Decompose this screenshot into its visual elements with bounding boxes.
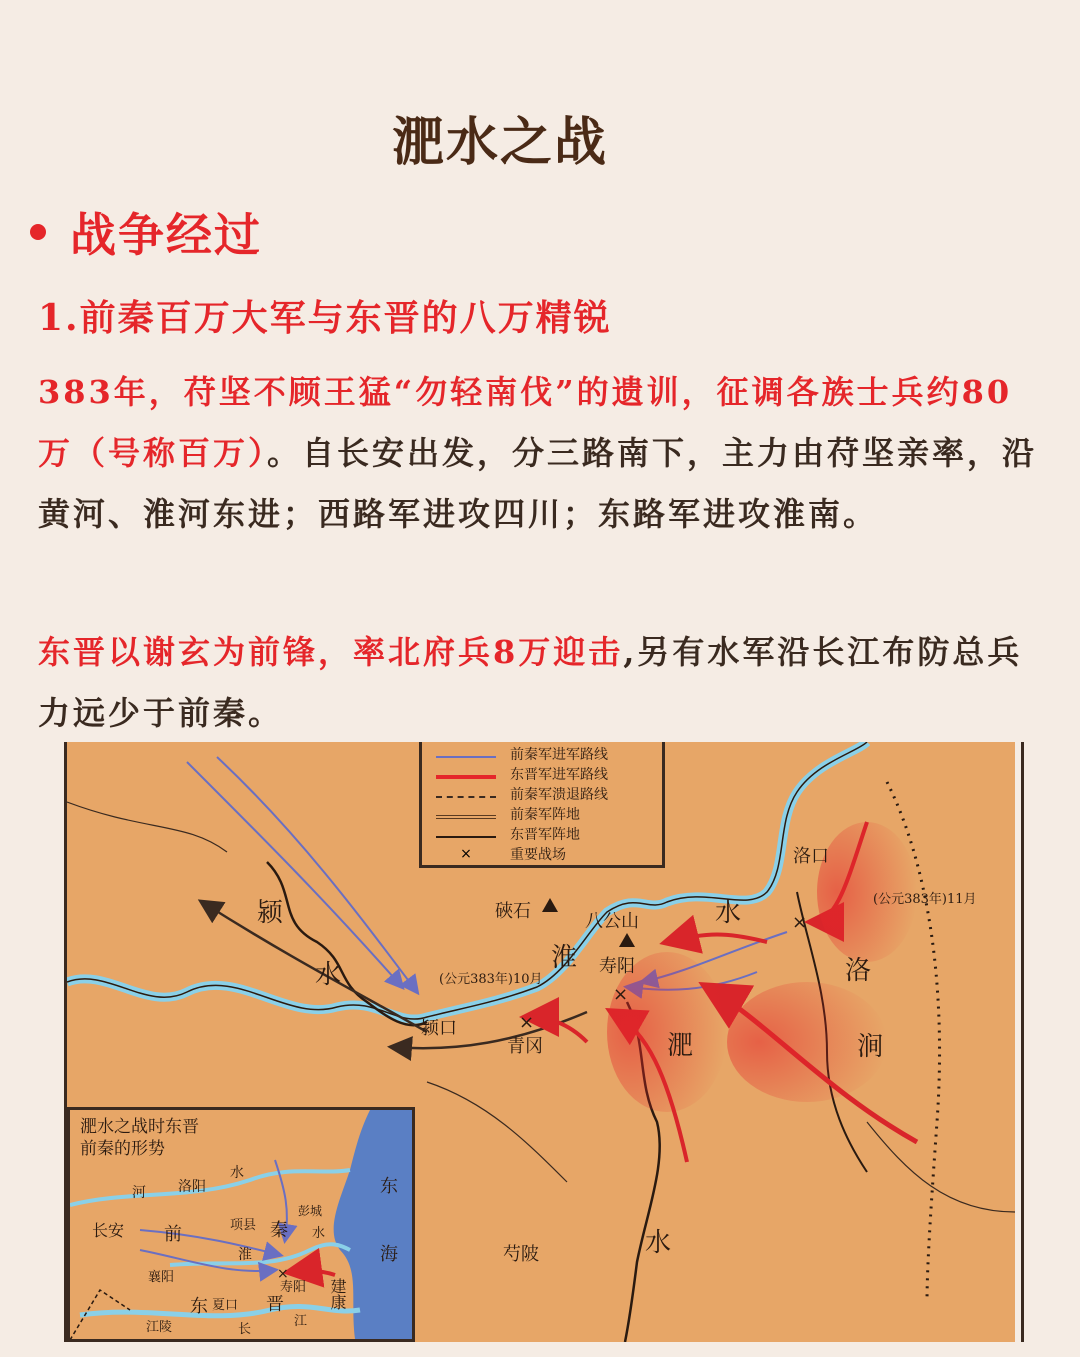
legend-jin-position-icon	[436, 830, 496, 838]
inset-label-xiangxian: 项县	[230, 1218, 257, 1233]
map-label-yingkou: 颍口	[421, 1018, 457, 1039]
map-label-ying-shui: 水	[315, 960, 342, 990]
inset-label-changan: 长安	[92, 1221, 125, 1240]
inset-label-pengcheng: 彭城	[298, 1204, 323, 1218]
legend-retreat-icon	[436, 790, 496, 798]
subheading: 1.前秦百万大军与东晋的八万精锐	[38, 297, 612, 339]
map-label-bagongshan: 八公山	[585, 911, 639, 932]
paragraph-1-highlight: 383年，苻坚不顾王猛“勿轻南伐”的遗训，征调各族士兵约80万（号称百万）	[38, 373, 1013, 472]
legend-item-3: 前秦军溃退路线	[436, 784, 662, 804]
map-label-shouyang: 寿阳	[599, 956, 635, 977]
map-label-jian: 涧	[857, 1032, 884, 1062]
legend-arrow-qin-icon	[436, 750, 496, 758]
battle-map	[64, 742, 1024, 1342]
inset-label-luoyang: 洛阳	[178, 1179, 206, 1195]
inset-huai-river	[170, 1244, 350, 1265]
inset-label-qin: 秦	[270, 1220, 288, 1241]
legend-item-1: 前秦军进军路线	[436, 744, 662, 764]
map-label-huai: 淮	[551, 943, 578, 973]
map-label-ying: 颍	[257, 898, 284, 928]
map-label-fei: 淝	[667, 1031, 694, 1061]
inset-label-shui: 水	[230, 1165, 244, 1181]
inset-label-jiangling: 江陵	[146, 1320, 173, 1335]
inset-label-xiakou: 夏口	[212, 1298, 239, 1313]
section-heading	[30, 200, 262, 264]
map-label-luokou: 洛口	[793, 846, 829, 867]
battlefield-mark-qinggang: ×	[519, 1012, 535, 1033]
inset-label-shouyang: 寿阳	[280, 1280, 307, 1295]
battlefield-mark-luokou: ×	[792, 912, 808, 933]
inset-battlefield-mark: ×	[277, 1266, 289, 1282]
map-label-luojian-shui: 水	[715, 898, 742, 928]
bullet-icon	[30, 224, 46, 240]
inset-label-he: 河	[132, 1185, 146, 1201]
page-title: 淝水之战	[391, 112, 608, 173]
map-label-fei-shui: 水	[645, 1228, 672, 1258]
legend-item-6: × 重要战场	[436, 844, 662, 864]
inset-label-huai: 淮	[238, 1247, 252, 1263]
inset-label-qian: 前	[164, 1224, 182, 1245]
inset-label-shui-b: 水	[312, 1226, 326, 1241]
inset-yellow-river	[70, 1170, 350, 1205]
map-label-luo: 洛	[845, 956, 872, 986]
inset-title: 淝水之战时东晋 前秦的形势	[80, 1117, 199, 1159]
paragraph-2-highlight: 东晋以谢玄为前锋，率北府兵8万迎击	[38, 633, 624, 671]
map-legend	[419, 742, 665, 868]
inset-qin-arrow-1	[140, 1230, 280, 1255]
inset-label-dong2: 东	[190, 1296, 208, 1317]
paragraph-2	[38, 622, 1038, 744]
paragraph-1	[38, 362, 1038, 545]
legend-qin-position-icon	[436, 810, 496, 819]
map-label-qinggang: 青冈	[507, 1036, 543, 1057]
battlefield-mark-shouyang: ×	[613, 984, 629, 1005]
inset-label-jiang: 江	[294, 1314, 308, 1329]
map-label-xiashi: 硤石	[495, 901, 531, 922]
section-heading-text: 战争经过	[70, 208, 262, 262]
legend-item-5: 东晋军阵地	[436, 824, 662, 844]
inset-label-jin: 晋	[266, 1294, 284, 1315]
map-label-date-oct: (公元383年)10月	[439, 972, 543, 987]
inset-label-xiangyang: 襄阳	[148, 1270, 175, 1285]
map-label-shaoling: 芍陂	[503, 1244, 539, 1265]
legend-item-4: 前秦军阵地	[436, 804, 662, 824]
inset-label-chang: 长	[238, 1322, 252, 1337]
inset-label-hai: 海	[380, 1244, 398, 1265]
legend-item-2: 东晋军进军路线	[436, 764, 662, 784]
map-label-date-nov: (公元383年)11月	[873, 892, 977, 907]
legend-arrow-jin-icon	[436, 770, 496, 779]
paragraph-1-text: 。自长安出发，分三路南下，主力由苻坚亲率，沿黄河、淮河东进；西路军进攻四川；东路军进攻淮南。	[38, 434, 1038, 533]
inset-label-dong: 东	[380, 1176, 398, 1197]
legend-battlefield-icon: ×	[460, 846, 472, 862]
inset-label-jiankang: 建康	[328, 1278, 347, 1310]
inset-jin-arrow	[290, 1271, 335, 1275]
inset-map	[67, 1107, 415, 1342]
paragraph-2-text: ,另有水军沿长江布防总兵力远少于前秦。	[38, 633, 1023, 732]
